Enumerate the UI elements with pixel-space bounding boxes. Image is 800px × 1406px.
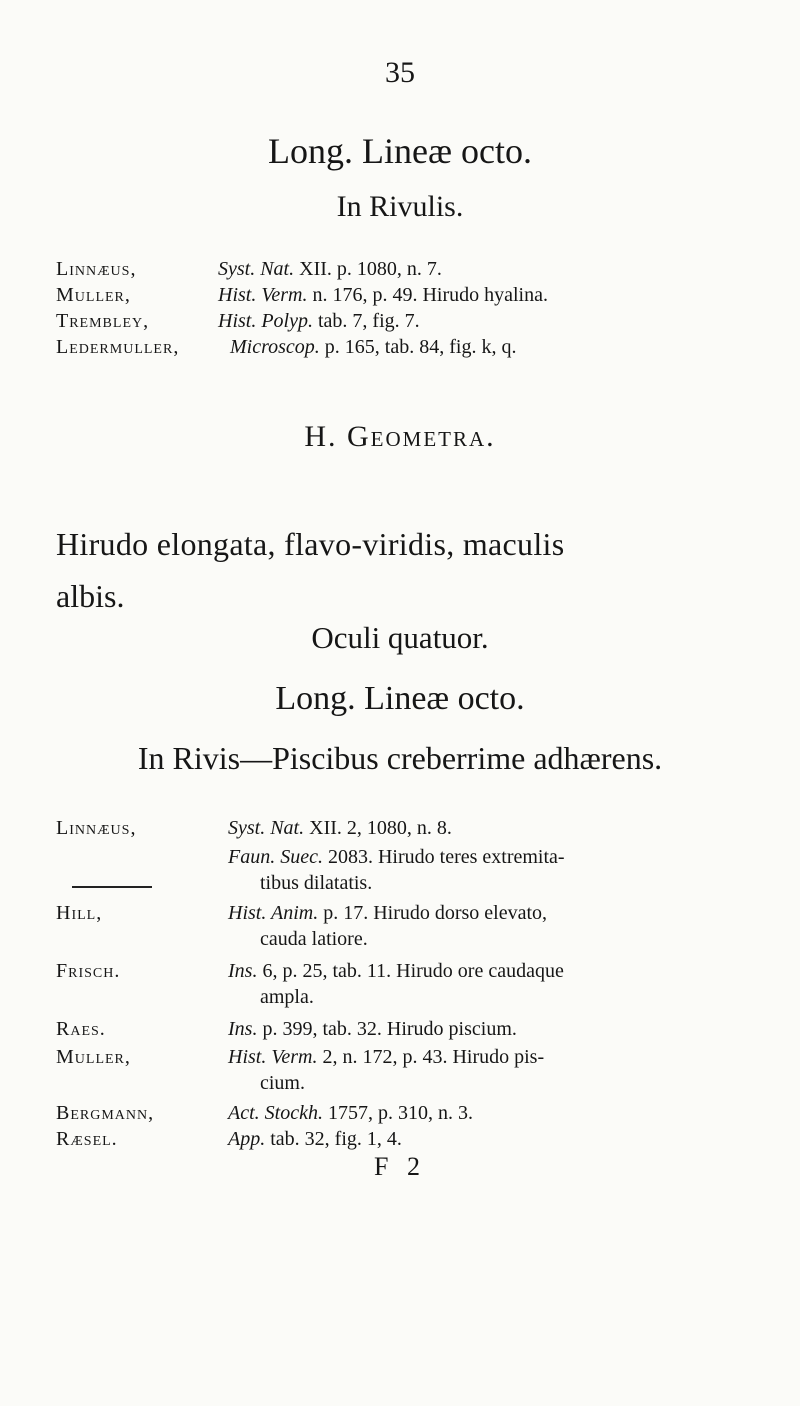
reference-author: Frisch.	[56, 960, 121, 982]
reference-author: Muller,	[56, 1046, 131, 1068]
reference-author: Raes.	[56, 1018, 106, 1040]
length-line-h: Long. Lineæ octo.	[275, 680, 525, 717]
species-description: Hirudo elongata, flavo-viridis, maculis albis.	[56, 526, 565, 614]
reference-citation: Ins. p. 399, tab. 32. Hirudo piscium.	[228, 1018, 517, 1040]
signature-mark: F 2	[374, 1152, 426, 1181]
habitat-line: In Rivulis.	[336, 190, 464, 223]
reference-citation: Hist. Anim. p. 17. Hirudo dorso elevato, cauda latiore.	[228, 902, 548, 950]
eyes-line: Oculi quatuor.	[311, 620, 489, 655]
reference-citation: Ins. 6, p. 25, tab. 11. Hirudo ore caudaque ampla.	[228, 960, 564, 1008]
reference-citation: Hist. Polyp. tab. 7, fig. 7.	[218, 310, 420, 332]
ditto-dash	[72, 886, 152, 888]
reference-citation: App. tab. 32, fig. 1, 4.	[228, 1128, 402, 1150]
reference-author: Ledermuller,	[56, 336, 180, 358]
reference-citation: Hist. Verm. 2, n. 172, p. 43. Hirudo pis- cium.	[228, 1046, 545, 1094]
reference-citation: Syst. Nat. XII. 2, 1080, n. 8.	[228, 817, 452, 839]
reference-author: Bergmann,	[56, 1102, 155, 1124]
reference-author: Hill,	[56, 902, 103, 924]
reference-citation: Faun. Suec. 2083. Hirudo teres extremita- tibus dilatatis.	[228, 846, 565, 894]
habitat-line-h: In Rivis—Piscibus creberrime adhærens.	[137, 740, 663, 776]
reference-citation: Act. Stockh. 1757, p. 310, n. 3.	[228, 1102, 473, 1124]
reference-author: Muller,	[56, 284, 131, 306]
reference-author: Trembley,	[56, 310, 150, 332]
reference-author: Ræsel.	[56, 1128, 118, 1150]
length-line: Long. Lineæ octo.	[268, 131, 532, 171]
species-heading: H. Geometra.	[304, 420, 496, 453]
reference-author: Linnæus,	[56, 258, 137, 280]
reference-author: Linnæus,	[56, 817, 137, 839]
reference-citation: Hist. Verm. n. 176, p. 49. Hirudo hyalina.	[218, 284, 548, 306]
reference-citation: Syst. Nat. XII. p. 1080, n. 7.	[218, 258, 442, 280]
page-number: 35	[385, 56, 415, 89]
reference-citation: Microscop. p. 165, tab. 84, fig. k, q.	[230, 336, 517, 358]
